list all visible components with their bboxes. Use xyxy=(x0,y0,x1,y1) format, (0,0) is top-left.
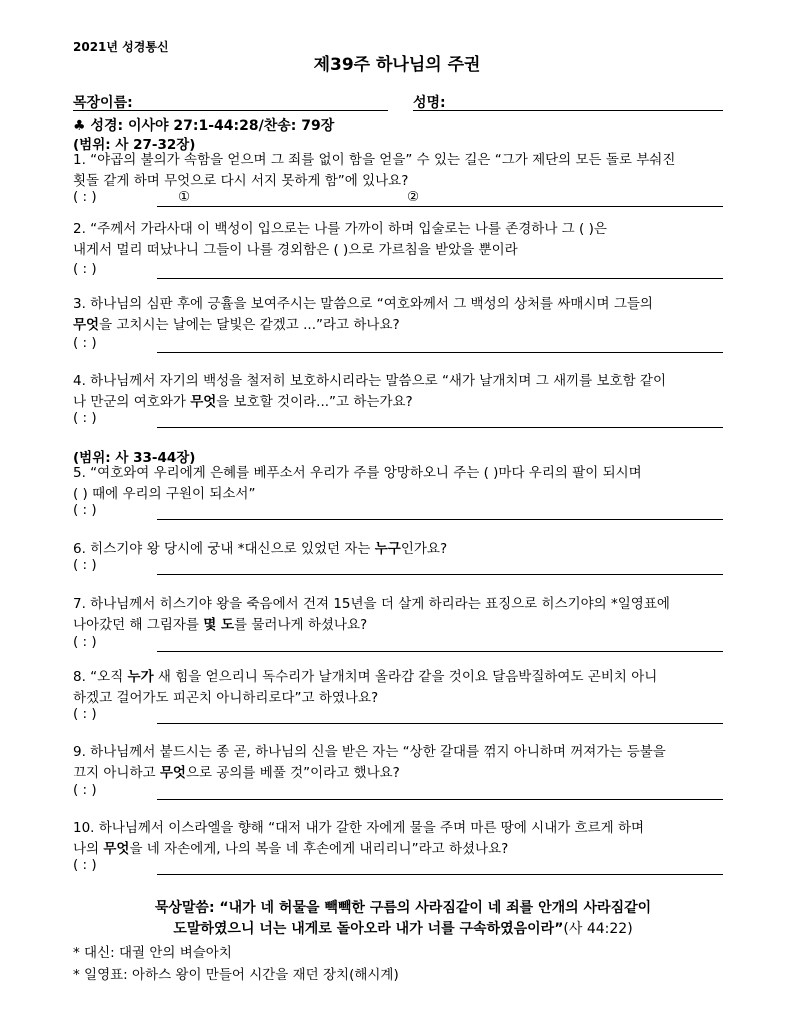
question-9-line-1: 9. 하나님께서 붙드시는 종 곧, 하나님의 신을 받은 자는 “상한 갈대를 꺾지 아니하며 꺼져가는 등불을 xyxy=(73,744,666,760)
meditation-line-2 xyxy=(73,919,733,940)
answer-paren: ( : ) xyxy=(73,261,97,277)
meditation-verse xyxy=(73,898,733,940)
answer-mark-2: ② xyxy=(407,189,420,205)
scripture-text: 성경: 이사야 27:1-44:28/찬송: 79장 xyxy=(90,118,335,134)
page-title: 제39주 하나님의 주권 xyxy=(313,55,481,75)
question-1-line-2: 횟돌 같게 하며 무엇으로 다시 서지 못하게 함”에 있나요? xyxy=(73,173,409,189)
text: 을 네 자손에게, 나의 복을 네 후손에게 내리리니”라고 하셨나요? xyxy=(129,841,509,857)
question-9 xyxy=(73,742,728,784)
pasture-field[interactable] xyxy=(73,110,388,111)
answer-paren: ( : ) xyxy=(73,782,97,798)
text: 으로 공의를 베풀 것”이라고 했나요? xyxy=(185,765,400,781)
answer-line-7[interactable] xyxy=(73,634,723,655)
answer-paren: ( : ) xyxy=(73,502,97,518)
answer-paren: ( : ) xyxy=(73,634,97,650)
keyword: 무엇 xyxy=(73,317,100,333)
text: 나아갔던 해 그림자를 xyxy=(73,617,204,633)
keyword: 누구 xyxy=(374,541,401,557)
question-2 xyxy=(73,219,728,261)
question-8-line-1 xyxy=(73,667,728,688)
question-5 xyxy=(73,463,728,505)
question-8 xyxy=(73,667,728,709)
question-7-line-1: 7. 하나님께서 히스기야 왕을 죽음에서 건져 15년을 더 살게 하리라는 표징으로 히스기야의 *일영표에 xyxy=(73,596,670,612)
text: 를 물러나게 하셨나요? xyxy=(234,617,368,633)
question-1 xyxy=(73,150,728,192)
answer-underline xyxy=(157,519,723,520)
text: 새 힘을 얻으리니 독수리가 날개치며 올라감 같을 것이요 달음박질하여도 곤비치 아니 xyxy=(153,669,658,685)
answer-underline xyxy=(157,427,723,428)
footnote-1: * 대신: 대궐 안의 벼슬아치 xyxy=(73,945,232,961)
text: 나의 xyxy=(73,841,104,857)
keyword: 몇 도 xyxy=(203,617,235,633)
keyword: 무엇 xyxy=(190,394,217,410)
keyword: 무엇 xyxy=(159,765,186,781)
answer-paren: ( : ) xyxy=(73,335,97,351)
answer-underline xyxy=(157,651,723,652)
meditation-reference: (사 44:22) xyxy=(563,921,633,937)
meditation-text: 도말하였으니 너는 내게로 돌아오라 내가 너를 구속하였음이라” xyxy=(173,921,564,937)
question-3-line-1: 3. 하나님의 심판 후에 긍휼을 보여주시는 말씀으로 “여호와께서 그 백성의 상처를 싸매시며 그들의 xyxy=(73,296,653,312)
answer-underline xyxy=(157,799,723,800)
answer-underline xyxy=(157,278,723,279)
scripture-line xyxy=(73,115,334,135)
text: 나 만군의 여호와가 xyxy=(73,394,191,410)
club-icon: ♣ xyxy=(73,118,86,134)
text: 8. “오직 xyxy=(73,669,128,685)
question-10-line-1: 10. 하나님께서 이스라엘을 향해 “대저 내가 갈한 자에게 물을 주며 마른 땅에 시내가 흐르게 하며 xyxy=(73,820,645,836)
name-bar xyxy=(73,92,723,114)
keyword: 누가 xyxy=(127,669,154,685)
answer-underline xyxy=(157,723,723,724)
question-3 xyxy=(73,294,728,336)
answer-line-10[interactable] xyxy=(73,857,723,878)
text: 끄지 아니하고 xyxy=(73,765,160,781)
answer-paren: ( : ) xyxy=(73,189,97,205)
answer-paren: ( : ) xyxy=(73,410,97,426)
answer-line-9[interactable] xyxy=(73,782,723,803)
question-2-line-2: 내게서 멀리 떠났나니 그들이 나를 경외함은 ( )으로 가르침을 받았을 뿐이라 xyxy=(73,242,518,258)
answer-paren: ( : ) xyxy=(73,857,97,873)
question-3-line-2 xyxy=(73,315,728,336)
question-8-line-2: 하겠고 걸어가도 피곤치 아니하리로다”고 하였나요? xyxy=(73,690,379,706)
answer-paren: ( : ) xyxy=(73,706,97,722)
question-7 xyxy=(73,594,728,636)
question-1-line-1: 1. “야곱의 불의가 속함을 얻으며 그 죄를 없이 함을 얻을” 수 있는 길은 “그가 제단의 모든 돌로 부숴진 xyxy=(73,152,676,168)
answer-underline xyxy=(157,574,723,575)
question-7-line-2 xyxy=(73,615,728,636)
answer-mark-1: ① xyxy=(178,189,191,205)
question-4-line-1: 4. 하나님께서 자기의 백성을 철저히 보호하시리라는 말씀으로 “새가 날개치며 그 새끼를 보호함 같이 xyxy=(73,373,667,389)
header-label: 2021년 성경통신 xyxy=(73,40,169,54)
answer-paren: ( : ) xyxy=(73,557,97,573)
question-10 xyxy=(73,818,728,860)
answer-line-4[interactable] xyxy=(73,410,723,431)
text: 을 고치시는 날에는 달빛은 같겠고 ...”라고 하나요? xyxy=(99,317,400,333)
section-range-2: (범위: 사 33-44장) xyxy=(73,450,196,466)
question-5-line-2: ( ) 때에 우리의 구원이 되소서” xyxy=(73,486,256,502)
text: 인가요? xyxy=(400,541,448,557)
question-9-line-2 xyxy=(73,763,728,784)
answer-underline xyxy=(157,352,723,353)
pasture-label: 목장이름: xyxy=(73,95,133,111)
name-field[interactable] xyxy=(413,110,723,111)
answer-line-6[interactable] xyxy=(73,557,723,578)
question-4 xyxy=(73,371,728,413)
name-label: 성명: xyxy=(413,95,446,111)
answer-underline xyxy=(157,874,723,875)
answer-line-3[interactable] xyxy=(73,335,723,356)
question-2-line-1: 2. “주께서 가라사대 이 백성이 입으로는 나를 가까이 하며 입술로는 나를 존경하나 그 ( )은 xyxy=(73,221,607,237)
answer-line-2[interactable] xyxy=(73,261,723,282)
footnote-2: * 일영표: 아하스 왕이 만들어 시간을 재던 장치(해시계) xyxy=(73,967,399,983)
answer-line-8[interactable] xyxy=(73,706,723,727)
keyword: 무엇 xyxy=(103,841,130,857)
section-range-1: (범위: 사 27-32장) xyxy=(73,137,196,153)
question-5-line-1: 5. “여호와여 우리에게 은혜를 베푸소서 우리가 주를 앙망하오니 주는 ( )마다 우리의 팔이 되시며 xyxy=(73,465,642,481)
text: 6. 히스기야 왕 당시에 궁내 *대신으로 있었던 자는 xyxy=(73,541,375,557)
answer-line-5[interactable] xyxy=(73,502,723,523)
answer-line-1[interactable] xyxy=(73,189,723,210)
meditation-line-1: 묵상말씀: “내가 네 허물을 빽빽한 구름의 사라짐같이 네 죄를 안개의 사라짐같이 xyxy=(154,900,652,916)
text: 을 보호할 것이라...”고 하는가요? xyxy=(216,394,413,410)
answer-underline xyxy=(157,206,723,207)
